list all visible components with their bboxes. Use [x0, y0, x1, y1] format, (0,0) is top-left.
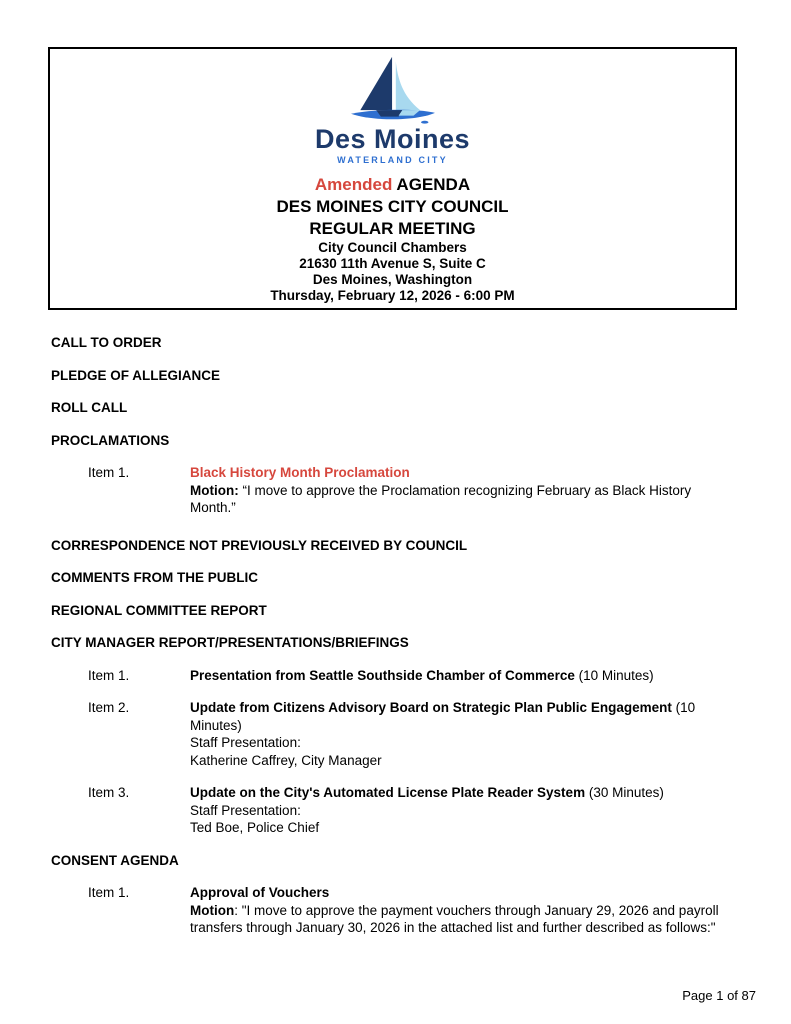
- item-title: Update from Citizens Advisory Board on Strategic Plan Public Engagement: [190, 700, 672, 715]
- page-number: Page 1 of 87: [682, 988, 756, 1003]
- presenter-name: Katherine Caffrey, City Manager: [190, 752, 382, 768]
- amended-label: Amended: [314, 175, 393, 194]
- motion-label: Motion:: [190, 482, 239, 498]
- item-title-line: [190, 699, 730, 734]
- agenda-label: AGENDA: [392, 175, 471, 194]
- org-name: DES MOINES CITY COUNCIL: [276, 197, 509, 216]
- city-logo: [50, 55, 735, 166]
- sailboat-logo-icon: [345, 55, 441, 125]
- item-title-line: [190, 464, 730, 482]
- presenter-name: Ted Boe, Police Chief: [190, 820, 320, 835]
- agenda-title-block: [50, 174, 735, 240]
- motion-label: Motion: [190, 902, 235, 918]
- item-content: [190, 667, 730, 685]
- agenda-header-box: [48, 47, 737, 310]
- item-title-line: [190, 784, 730, 802]
- venue: City Council Chambers: [318, 240, 467, 255]
- agenda-body: [51, 334, 741, 952]
- item-motion: [190, 482, 730, 517]
- item-content: [190, 884, 730, 937]
- street-address: 21630 11th Avenue S, Suite C: [299, 256, 486, 271]
- logo-city-name: Des Moines: [314, 124, 471, 154]
- agenda-item: [51, 884, 741, 937]
- item-duration: (10 Minutes): [190, 700, 696, 733]
- agenda-title-line: [50, 174, 735, 196]
- item-number: Item 1.: [88, 885, 130, 900]
- meeting-type: REGULAR MEETING: [309, 219, 476, 238]
- meeting-datetime: Thursday, February 12, 2026 - 6:00 PM: [270, 288, 515, 303]
- item-motion: [190, 902, 730, 937]
- item-content: [190, 699, 730, 769]
- staff-presentation-label: Staff Presentation:: [190, 735, 301, 750]
- item-title: Presentation from Seattle Southside Chamber of Commerce: [190, 667, 575, 683]
- section-comments-public: COMMENTS FROM THE PUBLIC: [51, 570, 258, 585]
- logo-tagline: WATERLAND CITY: [337, 155, 448, 165]
- item-title-line: [190, 667, 730, 685]
- section-roll-call: ROLL CALL: [51, 400, 128, 415]
- motion-text: : "I move to approve the payment vouchers through January 29, 2026 and payroll transfers through January 30, 2026 in the attached list and further described as follows:": [190, 902, 719, 935]
- meeting-location-block: [50, 240, 735, 304]
- item-duration: (30 Minutes): [585, 785, 664, 800]
- item-title: Update on the City's Automated License Plate Reader System: [190, 785, 586, 800]
- item-content: [190, 784, 730, 837]
- section-correspondence: CORRESPONDENCE NOT PREVIOUSLY RECEIVED BY COUNCIL: [51, 537, 468, 553]
- item-duration: (10 Minutes): [574, 667, 654, 683]
- section-regional-committee: REGIONAL COMMITTEE REPORT: [51, 602, 267, 618]
- staff-presentation-label: Staff Presentation:: [190, 802, 301, 818]
- section-call-to-order: CALL TO ORDER: [51, 335, 162, 350]
- agenda-item: [51, 667, 741, 685]
- item-number: Item 3.: [88, 785, 130, 800]
- motion-text: “I move to approve the Proclamation recognizing February as Black History Month.”: [190, 482, 692, 515]
- item-title: Approval of Vouchers: [190, 885, 330, 900]
- section-proclamations: PROCLAMATIONS: [51, 432, 170, 448]
- agenda-item: [51, 699, 741, 769]
- agenda-item: [51, 784, 741, 837]
- item-title-line: [190, 884, 730, 902]
- city-state: Des Moines, Washington: [312, 272, 473, 287]
- section-pledge-of-allegiance: PLEDGE OF ALLEGIANCE: [51, 367, 221, 383]
- section-consent-agenda: CONSENT AGENDA: [51, 852, 179, 868]
- item-title: Black History Month Proclamation: [190, 465, 410, 480]
- item-number: Item 1.: [88, 667, 130, 683]
- item-content: [190, 464, 730, 517]
- item-number: Item 2.: [88, 700, 130, 715]
- section-city-manager-report: CITY MANAGER REPORT/PRESENTATIONS/BRIEFINGS: [51, 635, 409, 650]
- item-number: Item 1.: [88, 465, 130, 480]
- agenda-item: [51, 464, 741, 517]
